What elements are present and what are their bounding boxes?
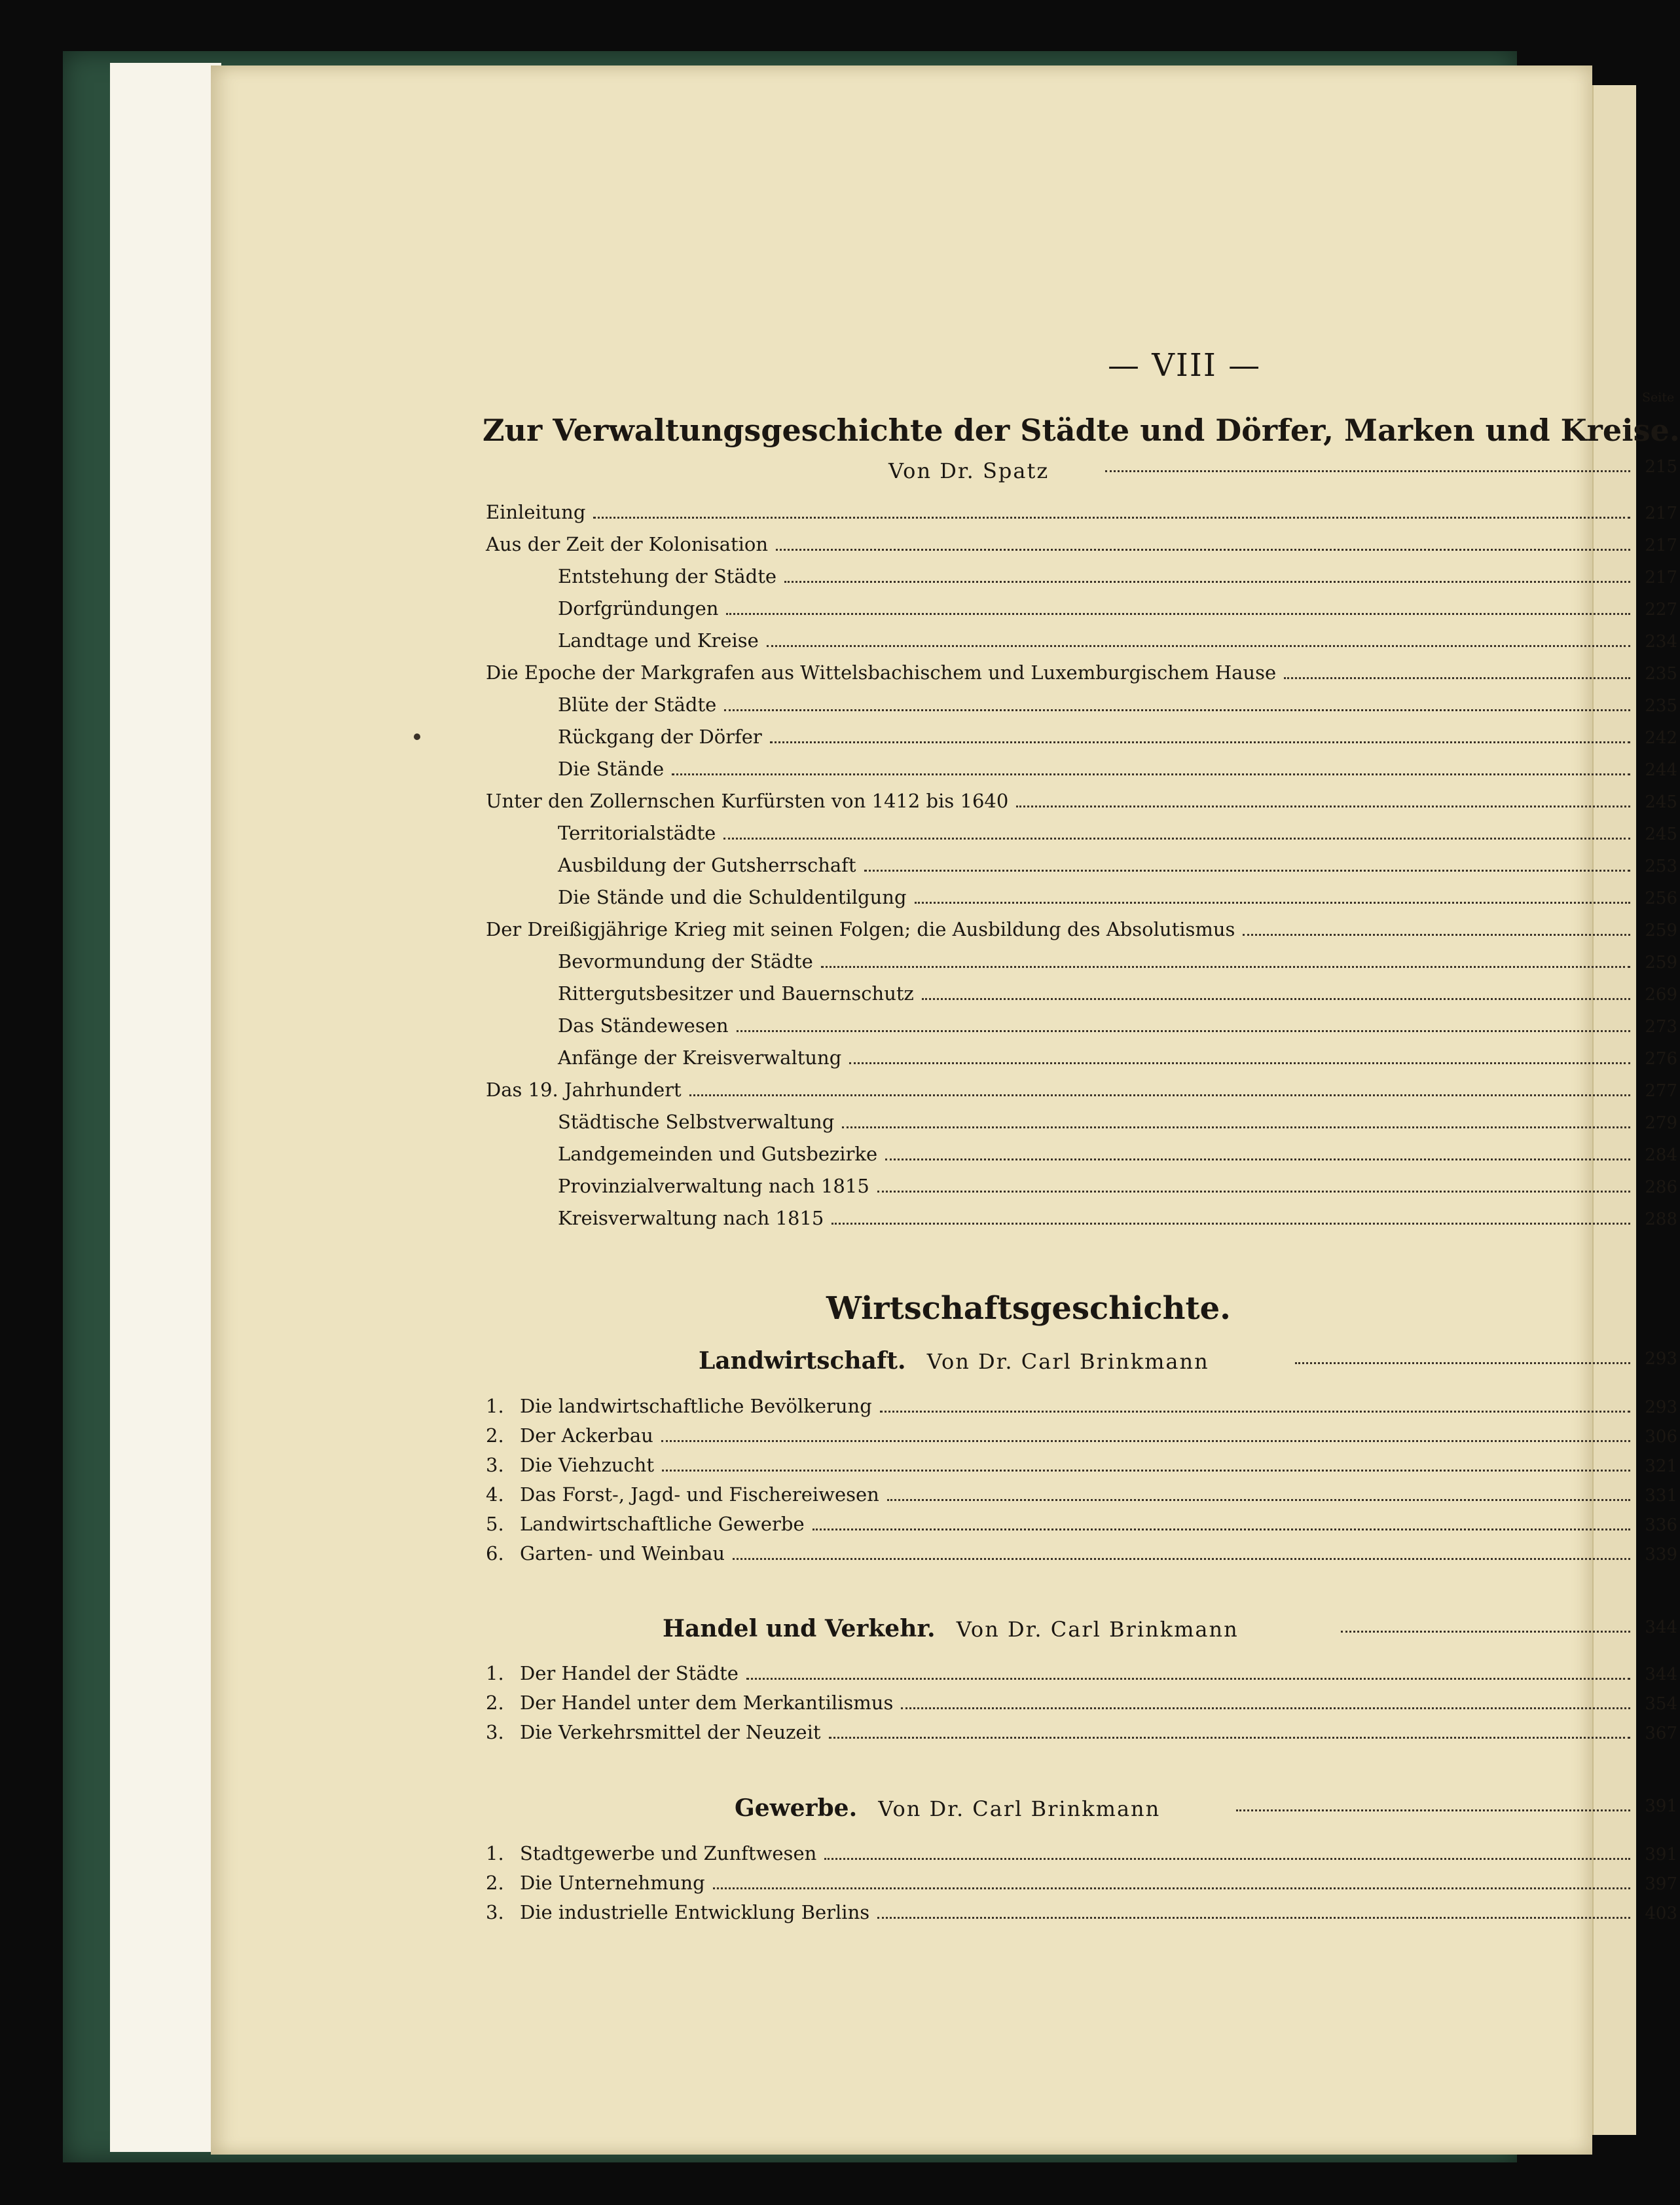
- toc-entry-page: 367: [1645, 1724, 1677, 1743]
- byline-handel: [663, 1615, 1239, 1642]
- toc-entry-label: Der Handel unter dem Merkantilismus: [520, 1692, 894, 1714]
- subsection-heading: Handel und Verkehr.: [663, 1615, 936, 1642]
- subsection-heading: Gewerbe.: [735, 1794, 858, 1822]
- toc-entry: [558, 597, 1677, 626]
- section-title-verwaltung: Zur Verwaltungsgeschichte der Städte und Dörfer, Marken und Kreise.: [483, 413, 1680, 448]
- toc-entry: [558, 950, 1677, 979]
- toc-entry-page: 284: [1645, 1145, 1677, 1165]
- toc-entry-number: 3.: [486, 1454, 504, 1476]
- toc-entry-page: 339: [1645, 1545, 1677, 1565]
- byline-author: Von Dr. Carl Brinkmann: [956, 1617, 1239, 1642]
- toc-entry-number: 1.: [486, 1662, 504, 1684]
- toc-entry: [486, 1079, 1677, 1107]
- byline-page: 344: [1645, 1618, 1677, 1637]
- dot-leader: [733, 1558, 1630, 1560]
- byline-spatz: [888, 458, 1049, 483]
- toc-entry-label: Die Viehzucht: [520, 1454, 654, 1476]
- byline-leader: [1101, 457, 1677, 486]
- toc-entry: [558, 758, 1677, 787]
- toc-entry-page: 277: [1645, 1081, 1677, 1101]
- byline-leader: [1232, 1796, 1677, 1825]
- toc-entry-label: Ausbildung der Gutsherrschaft: [558, 854, 856, 876]
- toc-entry: [558, 982, 1677, 1011]
- section-title-wirtschaft: Wirtschaftsgeschichte.: [826, 1290, 1231, 1327]
- toc-entry-label: Die Unternehmung: [520, 1872, 705, 1894]
- byline-landwirtschaft: [699, 1347, 1209, 1375]
- dot-leader: [689, 1094, 1630, 1096]
- toc-entry-number: 6.: [486, 1542, 504, 1565]
- byline-leader: [1337, 1618, 1677, 1646]
- dot-leader: [661, 1440, 1630, 1442]
- dot-leader: [784, 581, 1630, 583]
- toc-entry: [486, 918, 1677, 947]
- toc-entry-label: Das 19. Jahrhundert: [486, 1079, 682, 1101]
- toc-entry: [486, 1842, 1677, 1871]
- book-page: [211, 65, 1680, 2155]
- toc-entry-label: Die industrielle Entwicklung Berlins: [520, 1901, 870, 1923]
- seite-label: Seite: [1642, 390, 1675, 405]
- ink-spot: [414, 733, 420, 740]
- toc-entry: [558, 1014, 1677, 1043]
- byline-author: Von Dr. Spatz: [888, 458, 1050, 483]
- toc-entry: [486, 1542, 1677, 1571]
- toc-entry: [558, 1047, 1677, 1075]
- dot-leader: [737, 1030, 1630, 1032]
- dot-leader: [662, 1470, 1630, 1472]
- toc-entry-label: Der Dreißigjährige Krieg mit seinen Folgen; die Ausbildung des Absolutismus: [486, 918, 1235, 940]
- toc-entry-page: 253: [1645, 857, 1677, 876]
- toc-entry: [558, 854, 1677, 883]
- byline-author: Von Dr. Carl Brinkmann: [926, 1349, 1209, 1374]
- toc-entry-label: Bevormundung der Städte: [558, 950, 813, 973]
- byline-page: 391: [1645, 1796, 1677, 1816]
- toc-entry: [486, 1513, 1677, 1542]
- toc-entry-page: 306: [1645, 1427, 1677, 1447]
- dot-leader: [770, 741, 1630, 743]
- dot-leader: [824, 1858, 1630, 1860]
- dot-leader: [1016, 806, 1630, 807]
- dot-leader: [864, 870, 1630, 872]
- toc-entry: [486, 1424, 1677, 1453]
- dot-leader: [880, 1411, 1630, 1413]
- dot-leader: [901, 1707, 1630, 1709]
- toc-entry-page: 288: [1645, 1210, 1677, 1229]
- toc-entry-page: 259: [1645, 921, 1677, 940]
- toc-entry: [486, 1901, 1677, 1930]
- toc-entry-page: 256: [1645, 889, 1677, 908]
- toc-entry-page: 235: [1645, 696, 1677, 716]
- toc-entry-page: 242: [1645, 728, 1677, 748]
- byline-gewerbe: [735, 1794, 1160, 1822]
- dot-leader: [593, 517, 1630, 519]
- toc-entry-page: 217: [1645, 536, 1677, 555]
- dot-leader: [776, 549, 1630, 551]
- toc-entry: [486, 533, 1677, 562]
- page-number: — VIII —: [1108, 347, 1262, 384]
- toc-entry-number: 2.: [486, 1872, 504, 1894]
- toc-entry-page: 269: [1645, 985, 1677, 1005]
- toc-entry-label: Die Verkehrsmittel der Neuzeit: [520, 1721, 821, 1743]
- toc-entry: [558, 694, 1677, 722]
- subsection-heading: Landwirtschaft.: [699, 1347, 906, 1375]
- toc-entry-label: Der Ackerbau: [520, 1424, 653, 1447]
- toc-entry-label: Unter den Zollernschen Kurfürsten von 1412 bis 1640: [486, 790, 1009, 812]
- toc-entry-label: Landwirtschaftliche Gewerbe: [520, 1513, 805, 1535]
- toc-entry-label: Kreisverwaltung nach 1815: [558, 1207, 824, 1229]
- dot-leader: [849, 1062, 1630, 1064]
- dot-leader: [1236, 1809, 1630, 1811]
- toc-entry: [486, 1662, 1677, 1691]
- toc-entry-page: 234: [1645, 632, 1677, 652]
- toc-entry-label: Rittergutsbesitzer und Bauernschutz: [558, 982, 914, 1005]
- dot-leader: [672, 773, 1630, 775]
- dot-leader: [726, 613, 1630, 615]
- dot-leader: [877, 1917, 1630, 1919]
- toc-entry-label: Die landwirtschaftliche Bevölkerung: [520, 1395, 872, 1417]
- toc-entry: [558, 822, 1677, 851]
- toc-entry-number: 5.: [486, 1513, 504, 1535]
- toc-entry-label: Die Epoche der Markgrafen aus Wittelsbachischem und Luxemburgischem Hause: [486, 661, 1277, 684]
- toc-entry: [558, 1143, 1677, 1172]
- toc-entry-label: Rückgang der Dörfer: [558, 726, 762, 748]
- toc-entry-label: Dorfgründungen: [558, 597, 719, 620]
- toc-entry: [558, 565, 1677, 594]
- dot-leader: [1243, 934, 1630, 936]
- toc-entry-page: 286: [1645, 1177, 1677, 1197]
- dot-leader: [724, 709, 1630, 711]
- dot-leader: [887, 1499, 1630, 1501]
- toc-entry-page: 344: [1645, 1665, 1677, 1684]
- toc-entry-page: 244: [1645, 760, 1677, 780]
- toc-entry-label: Landtage und Kreise: [558, 629, 759, 652]
- toc-entry-page: 391: [1645, 1845, 1677, 1864]
- byline-leader: [1291, 1349, 1677, 1378]
- toc-entry-number: 3.: [486, 1721, 504, 1743]
- toc-entry-label: Aus der Zeit der Kolonisation: [486, 533, 769, 555]
- toc-entry-page: 336: [1645, 1515, 1677, 1535]
- toc-entry: [486, 1721, 1677, 1750]
- toc-entry-number: 2.: [486, 1424, 504, 1447]
- toc-entry: [558, 1207, 1677, 1236]
- next-page-edge: [1592, 85, 1636, 2135]
- byline-page: 293: [1645, 1349, 1677, 1369]
- toc-entry-label: Städtische Selbstverwaltung: [558, 1111, 835, 1133]
- toc-entry: [558, 886, 1677, 915]
- toc-entry-page: 279: [1645, 1113, 1677, 1133]
- toc-entry-number: 1.: [486, 1395, 504, 1417]
- toc-entry-label: Die Stände und die Schuldentilgung: [558, 886, 907, 908]
- dot-leader: [1105, 470, 1630, 472]
- dot-leader: [813, 1529, 1630, 1530]
- dot-leader: [746, 1678, 1630, 1680]
- toc-entry: [486, 1872, 1677, 1900]
- toc-entry: [558, 629, 1677, 658]
- dot-leader: [877, 1191, 1630, 1193]
- toc-entry-label: Entstehung der Städte: [558, 565, 777, 587]
- dot-leader: [713, 1887, 1630, 1889]
- page-edge-strip: [110, 63, 221, 2152]
- toc-entry-page: 235: [1645, 664, 1677, 684]
- toc-entry-number: 1.: [486, 1842, 504, 1864]
- toc-entry-label: Stadtgewerbe und Zunftwesen: [520, 1842, 817, 1864]
- dot-leader: [1284, 677, 1630, 679]
- toc-entry: [486, 1395, 1677, 1424]
- toc-entry-page: 321: [1645, 1456, 1677, 1476]
- dot-leader: [821, 966, 1630, 968]
- toc-entry-page: 276: [1645, 1049, 1677, 1069]
- toc-entry: [486, 1692, 1677, 1720]
- dot-leader: [885, 1158, 1630, 1160]
- dot-leader: [767, 645, 1630, 647]
- toc-entry-page: 293: [1645, 1398, 1677, 1417]
- toc-entry-label: Anfänge der Kreisverwaltung: [558, 1047, 842, 1069]
- dot-leader: [915, 902, 1630, 904]
- dot-leader: [831, 1223, 1630, 1225]
- toc-entry: [558, 1175, 1677, 1204]
- dot-leader: [1295, 1362, 1630, 1364]
- byline-page: 215: [1645, 457, 1677, 477]
- toc-entry: [486, 1483, 1677, 1512]
- toc-entry-label: Die Stände: [558, 758, 665, 780]
- dot-leader: [723, 838, 1630, 840]
- toc-entry-page: 217: [1645, 504, 1677, 523]
- toc-entry-page: 354: [1645, 1694, 1677, 1714]
- toc-entry: [486, 1454, 1677, 1483]
- toc-entry-label: Das Ständewesen: [558, 1014, 729, 1037]
- dot-leader: [1341, 1631, 1630, 1633]
- toc-entry: [558, 1111, 1677, 1140]
- toc-entry-label: Provinzialverwaltung nach 1815: [558, 1175, 869, 1197]
- toc-entry: [486, 790, 1677, 819]
- toc-entry-label: Territorialstädte: [558, 822, 716, 844]
- dot-leader: [922, 998, 1630, 1000]
- toc-entry-number: 4.: [486, 1483, 504, 1506]
- toc-entry-label: Einleitung: [486, 501, 586, 523]
- toc-entry-label: Garten- und Weinbau: [520, 1542, 725, 1565]
- toc-entry: [486, 501, 1677, 530]
- toc-entry: [558, 726, 1677, 754]
- toc-entry-label: Der Handel der Städte: [520, 1662, 739, 1684]
- toc-entry-page: 227: [1645, 600, 1677, 620]
- toc-entry-page: 245: [1645, 792, 1677, 812]
- toc-entry-page: 217: [1645, 568, 1677, 587]
- toc-entry: [486, 661, 1677, 690]
- toc-entry-number: 2.: [486, 1692, 504, 1714]
- toc-entry-page: 273: [1645, 1017, 1677, 1037]
- toc-entry-label: Das Forst-, Jagd- und Fischereiwesen: [520, 1483, 879, 1506]
- toc-entry-label: Blüte der Städte: [558, 694, 717, 716]
- toc-entry-page: 331: [1645, 1486, 1677, 1506]
- dot-leader: [829, 1737, 1631, 1739]
- toc-entry-page: 397: [1645, 1874, 1677, 1894]
- toc-entry-label: Landgemeinden und Gutsbezirke: [558, 1143, 878, 1165]
- dot-leader: [842, 1126, 1630, 1128]
- toc-entry-page: 403: [1645, 1904, 1677, 1923]
- toc-entry-page: 259: [1645, 953, 1677, 973]
- toc-entry-page: 245: [1645, 825, 1677, 844]
- toc-entry-number: 3.: [486, 1901, 504, 1923]
- byline-author: Von Dr. Carl Brinkmann: [878, 1796, 1161, 1821]
